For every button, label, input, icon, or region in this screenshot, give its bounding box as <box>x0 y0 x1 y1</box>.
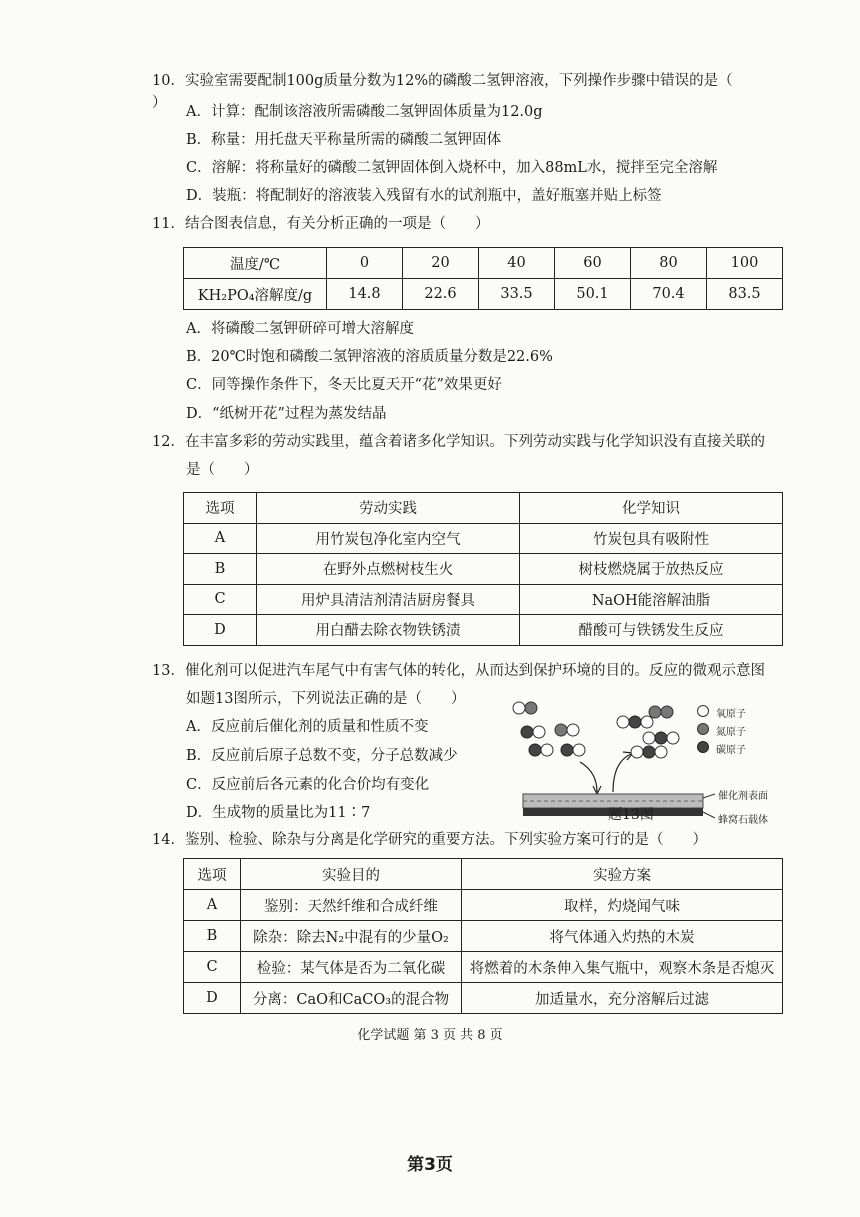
table-cell: D <box>184 983 241 1014</box>
table-cell: B <box>184 554 257 585</box>
q10-stem-text: 10．实验室需要配制100g质量分数为12%的磷酸二氢钾溶液，下列操作步骤中错误的是（ <box>152 73 733 89</box>
oxygen-atom <box>643 732 655 744</box>
question-11-stem: 11．结合图表信息，有关分析正确的一项是（ ） <box>152 216 490 232</box>
table-cell: 树枝燃烧属于放热反应 <box>520 554 783 585</box>
oxygen-atom <box>573 744 585 756</box>
oxygen-atom <box>533 726 545 738</box>
table-header-cell: 实验方案 <box>462 859 783 890</box>
legend-oxygen-icon <box>698 706 709 717</box>
q11-option-c: C．同等操作条件下，冬天比夏天开“花”效果更好 <box>186 377 502 393</box>
legend-nitrogen-label: 氮原子 <box>716 727 746 738</box>
table-cell: 在野外点燃树枝生火 <box>257 554 520 585</box>
nitrogen-atom <box>649 706 661 718</box>
table-cell: 分离：CaO和CaCO₃的混合物 <box>241 983 462 1014</box>
table-row <box>184 983 783 1014</box>
table-header-row <box>184 493 783 524</box>
q11-option-b: B．20℃时饱和磷酸二氢钾溶液的溶质质量分数是22.6% <box>186 349 553 365</box>
label-leader-line <box>703 794 715 798</box>
q10-option-c: C．溶解：将称量好的磷酸二氢钾固体倒入烧杯中，加入88mL水，搅拌至完全溶解 <box>186 160 718 176</box>
question-12-stem-line2: 是（ ） <box>186 462 259 478</box>
table-row <box>184 523 783 554</box>
table-row <box>184 554 783 585</box>
product-molecules <box>617 706 679 758</box>
q13-option-b: B．反应前后原子总数不变，分子总数减少 <box>186 748 458 764</box>
table-cell: 竹炭包具有吸附性 <box>520 523 783 554</box>
table-cell: 33.5 <box>479 279 555 310</box>
table-cell: 14.8 <box>327 279 403 310</box>
table-cell: 20 <box>403 248 479 279</box>
labor-practice-table <box>183 492 783 646</box>
carbon-atom <box>655 732 667 744</box>
table-cell: 0 <box>327 248 403 279</box>
table-row <box>184 921 783 952</box>
experiment-table <box>183 858 783 1014</box>
figure-13-caption: 题13图 <box>608 807 654 823</box>
table-cell: 用竹炭包净化室内空气 <box>257 523 520 554</box>
q10-option-b: B．称量：用托盘天平称量所需的磷酸二氢钾固体 <box>186 132 502 148</box>
table-cell: 100 <box>707 248 783 279</box>
honeycomb-support-label: 蜂窝石载体 <box>718 815 768 826</box>
table-row <box>184 248 783 279</box>
q11-option-a: A．将磷酸二氢钾研碎可增大溶解度 <box>186 321 414 337</box>
table-row <box>184 952 783 983</box>
table-header-row <box>184 859 783 890</box>
q13-option-a: A．反应前后催化剂的质量和性质不变 <box>186 719 429 735</box>
label-leader-line <box>703 812 715 818</box>
q11-option-d: D．“纸树开花”过程为蒸发结晶 <box>186 406 387 422</box>
table-cell: 50.1 <box>555 279 631 310</box>
table-cell: 60 <box>555 248 631 279</box>
table-header-cell: 劳动实践 <box>257 493 520 524</box>
arrow-up-icon <box>613 754 631 792</box>
table-cell: 将燃着的木条伸入集气瓶中，观察木条是否熄灭 <box>462 952 783 983</box>
table-header-cell: 选项 <box>184 493 257 524</box>
table-cell: 80 <box>631 248 707 279</box>
table-header-cell: 实验目的 <box>241 859 462 890</box>
table-cell: KH₂PO₄溶解度/g <box>184 279 327 310</box>
table-cell: 温度/℃ <box>184 248 327 279</box>
nitrogen-atom <box>661 706 673 718</box>
table-cell: 用白醋去除衣物铁锈渍 <box>257 615 520 646</box>
oxygen-atom <box>567 724 579 736</box>
table-cell: B <box>184 921 241 952</box>
table-header-cell: 化学知识 <box>520 493 783 524</box>
legend-nitrogen-icon <box>698 724 709 735</box>
q10-close-paren: ） <box>152 95 167 111</box>
q13-option-c: C．反应前后各元素的化合价均有变化 <box>186 777 430 793</box>
q10-option-d: D．装瓶：将配制好的溶液装入残留有水的试剂瓶中，盖好瓶塞并贴上标签 <box>186 188 662 204</box>
table-cell: 用炉具清洁剂清洁厨房餐具 <box>257 584 520 615</box>
question-12-stem-line1: 12．在丰富多彩的劳动实践里，蕴含着诸多化学知识。下列劳动实践与化学知识没有直接关联的 <box>152 434 765 450</box>
table-cell: 加适量水，充分溶解后过滤 <box>462 983 783 1014</box>
question-13-stem-line2: 如题13图所示，下列说法正确的是（ ） <box>186 691 466 707</box>
nitrogen-atom <box>555 724 567 736</box>
table-cell: 醋酸可与铁锈发生反应 <box>520 615 783 646</box>
table-cell: 取样，灼烧闻气味 <box>462 890 783 921</box>
table-cell: 鉴别：天然纤维和合成纤维 <box>241 890 462 921</box>
catalyst-surface-label: 催化剂表面 <box>718 791 768 802</box>
arrow-down-icon <box>580 762 597 792</box>
table-row <box>184 584 783 615</box>
oxygen-atom <box>641 716 653 728</box>
page-number: 第3页 <box>407 1155 453 1175</box>
reactant-molecules <box>513 702 585 756</box>
table-cell: 检验：某气体是否为二氧化碳 <box>241 952 462 983</box>
oxygen-atom <box>655 746 667 758</box>
carbon-atom <box>529 744 541 756</box>
carbon-atom <box>643 746 655 758</box>
legend-carbon-icon <box>698 742 709 753</box>
legend-oxygen-label: 氧原子 <box>716 709 746 720</box>
table-cell: D <box>184 615 257 646</box>
q10-option-a: A．计算：配制该溶液所需磷酸二氢钾固体质量为12.0g <box>186 104 543 120</box>
nitrogen-atom <box>525 702 537 714</box>
oxygen-atom <box>667 732 679 744</box>
page-footer: 化学试题 第 3 页 共 8 页 <box>357 1028 503 1043</box>
table-cell: A <box>184 523 257 554</box>
table-row <box>184 615 783 646</box>
legend-carbon-label: 碳原子 <box>716 745 746 756</box>
table-cell: 40 <box>479 248 555 279</box>
table-header-cell: 选项 <box>184 859 241 890</box>
carbon-atom <box>561 744 573 756</box>
question-13-stem-line1: 13．催化剂可以促进汽车尾气中有害气体的转化，从而达到保护环境的目的。反应的微观示意图 <box>152 663 765 679</box>
table-cell: NaOH能溶解油脂 <box>520 584 783 615</box>
table-cell: C <box>184 952 241 983</box>
question-14-stem: 14．鉴别、检验、除杂与分离是化学研究的重要方法。下列实验方案可行的是（ ） <box>152 832 707 848</box>
table-cell: A <box>184 890 241 921</box>
oxygen-atom <box>513 702 525 714</box>
table-cell: 将气体通入灼热的木炭 <box>462 921 783 952</box>
oxygen-atom <box>631 746 643 758</box>
table-cell: 22.6 <box>403 279 479 310</box>
table-cell: 83.5 <box>707 279 783 310</box>
table-cell: 除杂：除去N₂中混有的少量O₂ <box>241 921 462 952</box>
oxygen-atom <box>541 744 553 756</box>
table-cell: C <box>184 584 257 615</box>
oxygen-atom <box>617 716 629 728</box>
q13-option-d: D．生成物的质量比为11∶7 <box>186 805 371 821</box>
solubility-table <box>183 247 783 310</box>
carbon-atom <box>629 716 641 728</box>
table-row <box>184 279 783 310</box>
table-row <box>184 890 783 921</box>
carbon-atom <box>521 726 533 738</box>
table-cell: 70.4 <box>631 279 707 310</box>
